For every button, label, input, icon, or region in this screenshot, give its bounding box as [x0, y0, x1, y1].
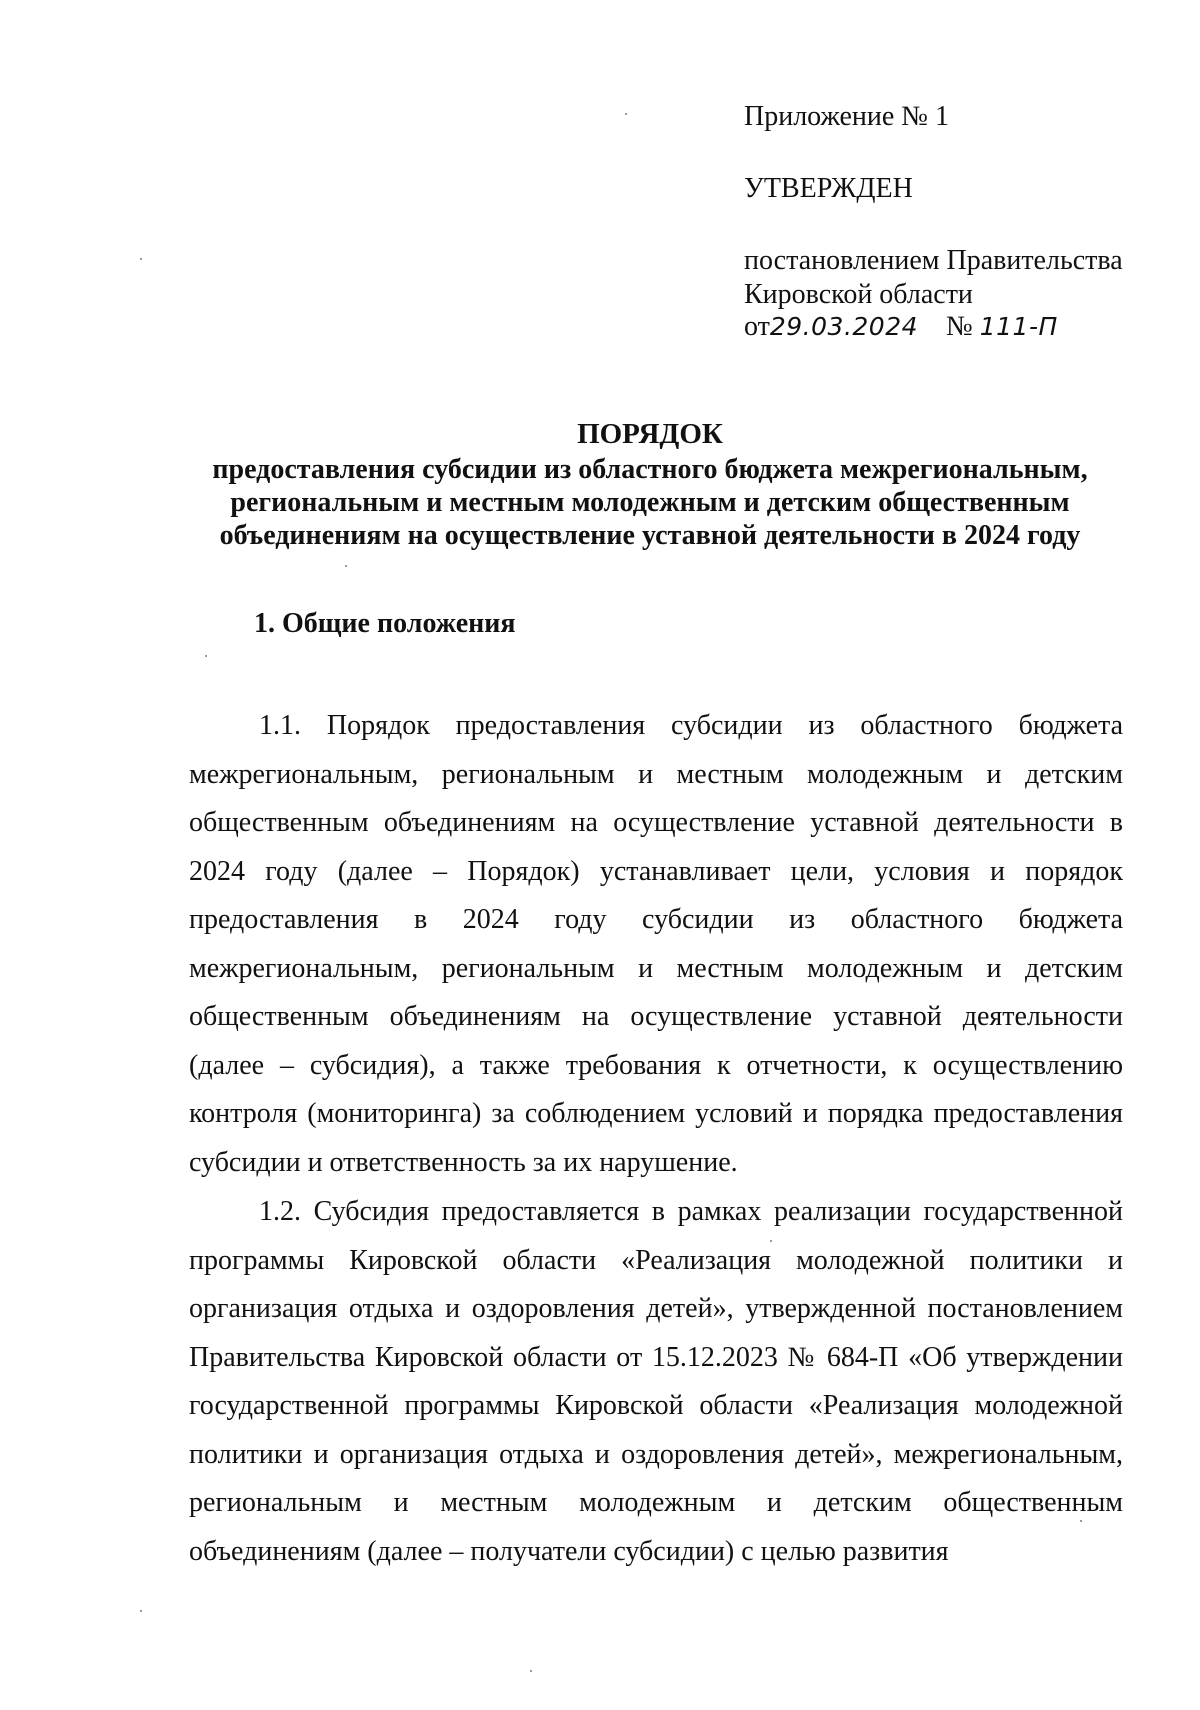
document-subtitle-line-2: региональным и местным молодежным и детским общественным [230, 487, 1070, 518]
paragraph-text: 1.2. Субсидия предоставляется в рамках реализации государственной программы Кировской области «Реализация молодежной политики и организация отдыха и оздоровления детей», утвержденной постановлением Правительства Кировской области от 15.12.2023 № 684-П «Об утверждении государственной программы Кировской области «Реализация молодежной политики и организация отдыха и оздоровления детей», межрегиональным, региональным и местным молодежным и детским общественным объединениям (далее – получатели субсидии) с целью развития [189, 1196, 1123, 1567]
paragraph-1-2 [189, 1188, 1123, 1576]
document-subtitle-line-1: предоставления субсидии из областного бюджета межрегиональным, [212, 454, 1088, 485]
scan-speck [345, 565, 347, 567]
scan-speck [770, 1240, 772, 1242]
decree-label: постановлением Правительства [744, 245, 1123, 276]
handwritten-date: 29.03.2024 [769, 312, 919, 341]
appendix-label: Приложение № 1 [744, 101, 949, 132]
document-subtitle-line-3: объединениям на осуществление уставной деятельности в 2024 году [219, 520, 1081, 551]
scan-speck [140, 1610, 142, 1612]
scan-speck [530, 1670, 532, 1672]
number-prefix: № [946, 311, 973, 342]
scan-speck [205, 655, 207, 657]
document-title: ПОРЯДОК [577, 418, 723, 450]
scan-speck [140, 258, 142, 260]
approved-label: УТВЕРЖДЕН [744, 173, 913, 204]
region-label: Кировской области [744, 279, 973, 310]
paragraph-text: 1.1. Порядок предоставления субсидии из областного бюджета межрегиональным, региональным и местным молодежным и детским общественным объединениям на осуществление уставной деятельности в 2024 году (далее – Порядок) устанавливает цели, условия и порядок предоставления в 2024 году субсидии из областного бюджета межрегиональным, региональным и местным молодежным и детским общественным объединениям на осуществление уставной деятельности (далее – субсидия), а также требования к отчетности, к осуществлению контроля (мониторинга) за соблюдением условий и порядка предоставления субсидии и ответственность за их нарушение. [189, 710, 1123, 1178]
date-prefix: от [744, 311, 770, 342]
handwritten-number: 111-П [979, 312, 1058, 341]
decree-date-line [744, 310, 1058, 344]
section-heading: 1. Общие положения [254, 608, 516, 639]
document-title-block [170, 418, 1130, 552]
scan-speck [1080, 1520, 1082, 1522]
scan-speck [625, 113, 627, 115]
paragraph-1-1 [189, 702, 1123, 1187]
